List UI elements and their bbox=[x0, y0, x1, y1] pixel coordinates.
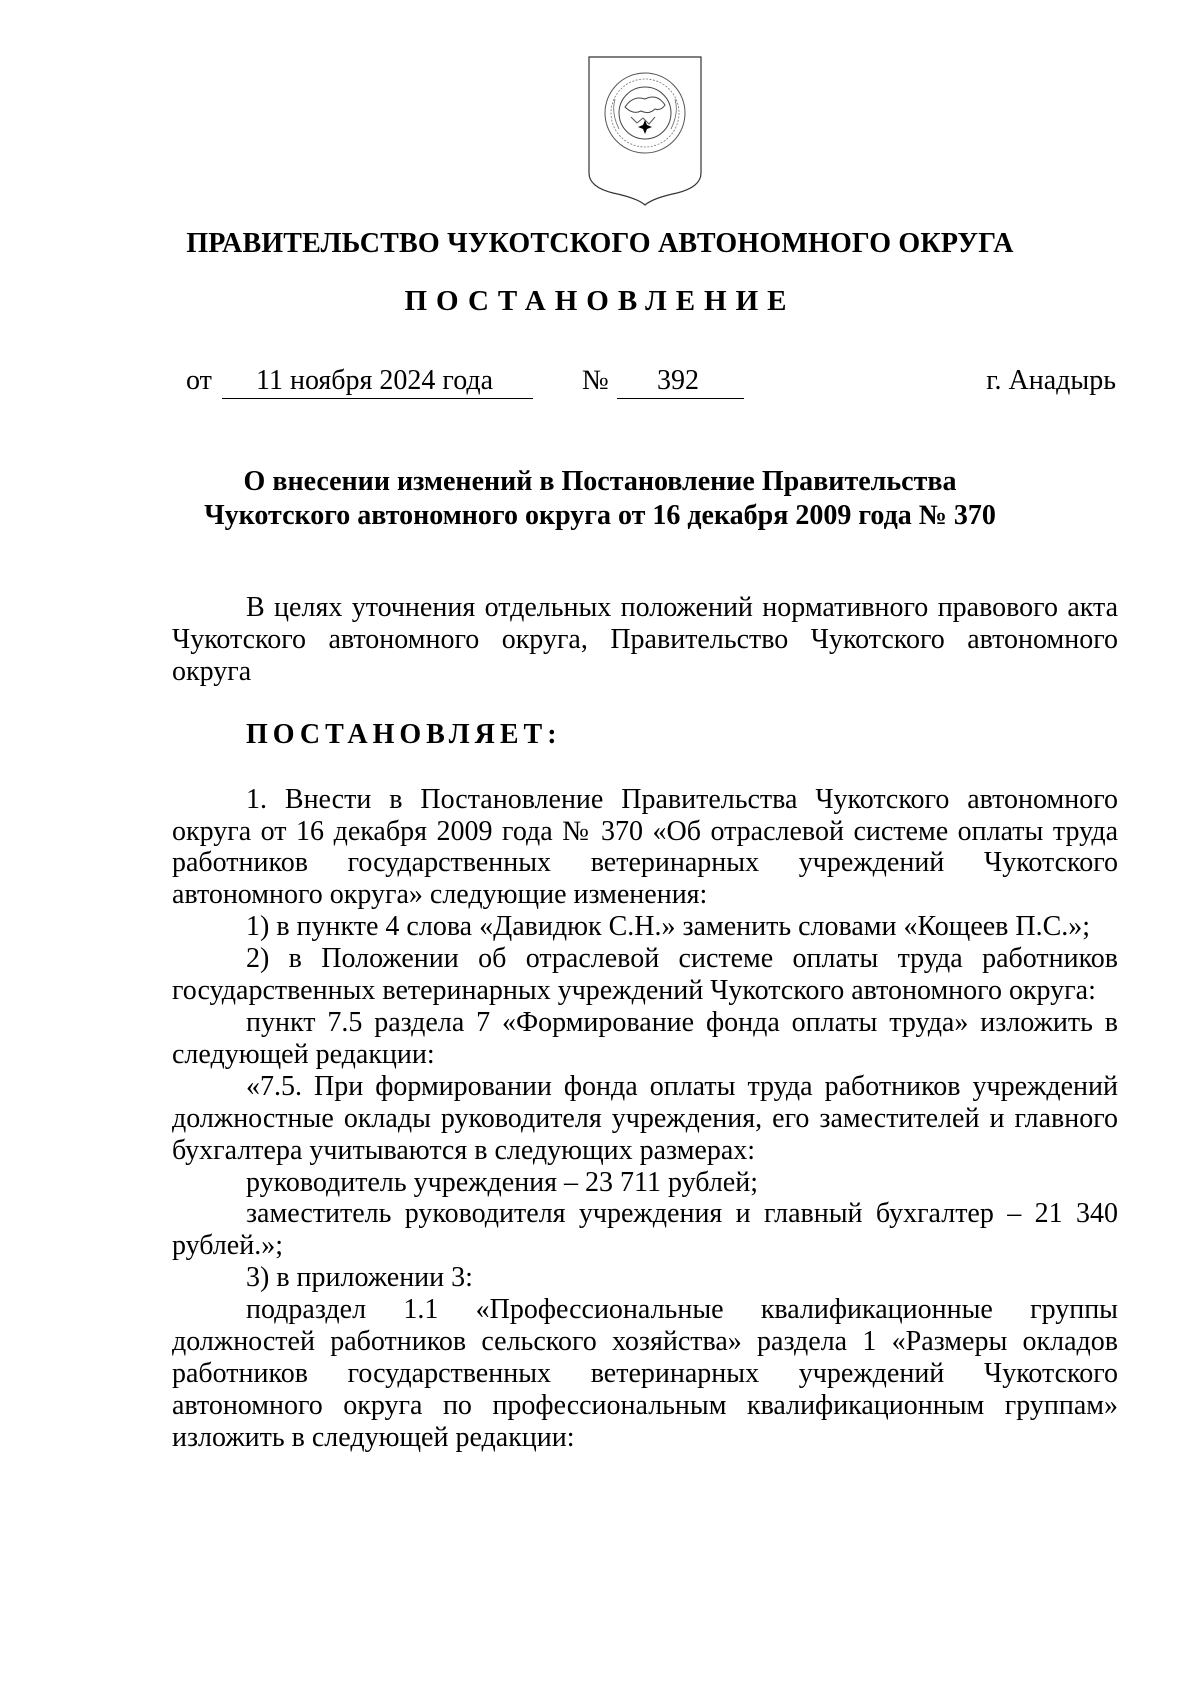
paragraph: руководитель учреждения – 23 711 рублей; bbox=[246, 1166, 758, 1198]
subject-line: Чукотского автономного округа от 16 декабря 2009 года № 370 bbox=[204, 500, 996, 531]
number-label: № bbox=[582, 365, 609, 396]
document-type: ПОСТАНОВЛЕНИЕ bbox=[404, 285, 796, 317]
resolve-heading: ПОСТАНОВЛЯЕТ: bbox=[246, 718, 562, 750]
document-subject bbox=[150, 465, 1050, 533]
preamble: В целях уточнения отдельных положений нормативного правового акта Чукотского автономного округа, Правительство Чукотского автономного округа bbox=[172, 592, 1118, 687]
date-underline bbox=[222, 398, 533, 399]
paragraph: заместитель руководителя учреждения и главный бухгалтер – 21 340 рублей.»; bbox=[172, 1198, 1118, 1262]
paragraph: «7.5. При формировании фонда оплаты труда работников учреждений должностные оклады руководителя учреждения, его заместителей и главного бухгалтера учитываются в следующих размерах: bbox=[172, 1070, 1118, 1166]
from-label: от bbox=[186, 365, 212, 396]
paragraph: пункт 7.5 раздела 7 «Формирование фонда оплаты труда» изложить в следующей редакции: bbox=[172, 1006, 1118, 1070]
paragraph: подраздел 1.1 «Профессиональные квалификационные группы должностей работников сельского хозяйства» раздела 1 «Размеры окладов работников государственных ветеринарных учреждений Чукотского автономного округа по профессиональным квалификационным группам» изложить в следующей редакции: bbox=[172, 1294, 1118, 1453]
government-name: ПРАВИТЕЛЬСТВО ЧУКОТСКОГО АВТОНОМНОГО ОКРУГА bbox=[186, 228, 1014, 259]
document-date: 11 ноября 2024 года bbox=[256, 365, 494, 396]
paragraph: 1. Внести в Постановление Правительства Чукотского автономного округа от 16 декабря 2009 года № 370 «Об отраслевой системе оплаты труда работников государственных ветеринарных учреждений Чукотского автономного округа» следующие изменения: bbox=[172, 783, 1118, 911]
paragraph: 3) в приложении 3: bbox=[246, 1262, 473, 1294]
date-line bbox=[0, 365, 1200, 405]
coat-of-arms-icon bbox=[585, 55, 705, 207]
number-underline bbox=[617, 398, 744, 399]
paragraph: 1) в пункте 4 слова «Давидюк С.Н.» заменить словами «Кощеев П.С.»; bbox=[246, 911, 1091, 943]
document-body bbox=[172, 592, 1118, 1454]
subject-line: О внесении изменений в Постановление Правительства bbox=[243, 466, 957, 497]
document-number: 392 bbox=[657, 365, 699, 396]
city: г. Анадырь bbox=[986, 365, 1116, 396]
paragraph: 2) в Положении об отраслевой системе оплаты труда работников государственных ветеринарных учреждений Чукотского автономного округа: bbox=[172, 943, 1118, 1007]
